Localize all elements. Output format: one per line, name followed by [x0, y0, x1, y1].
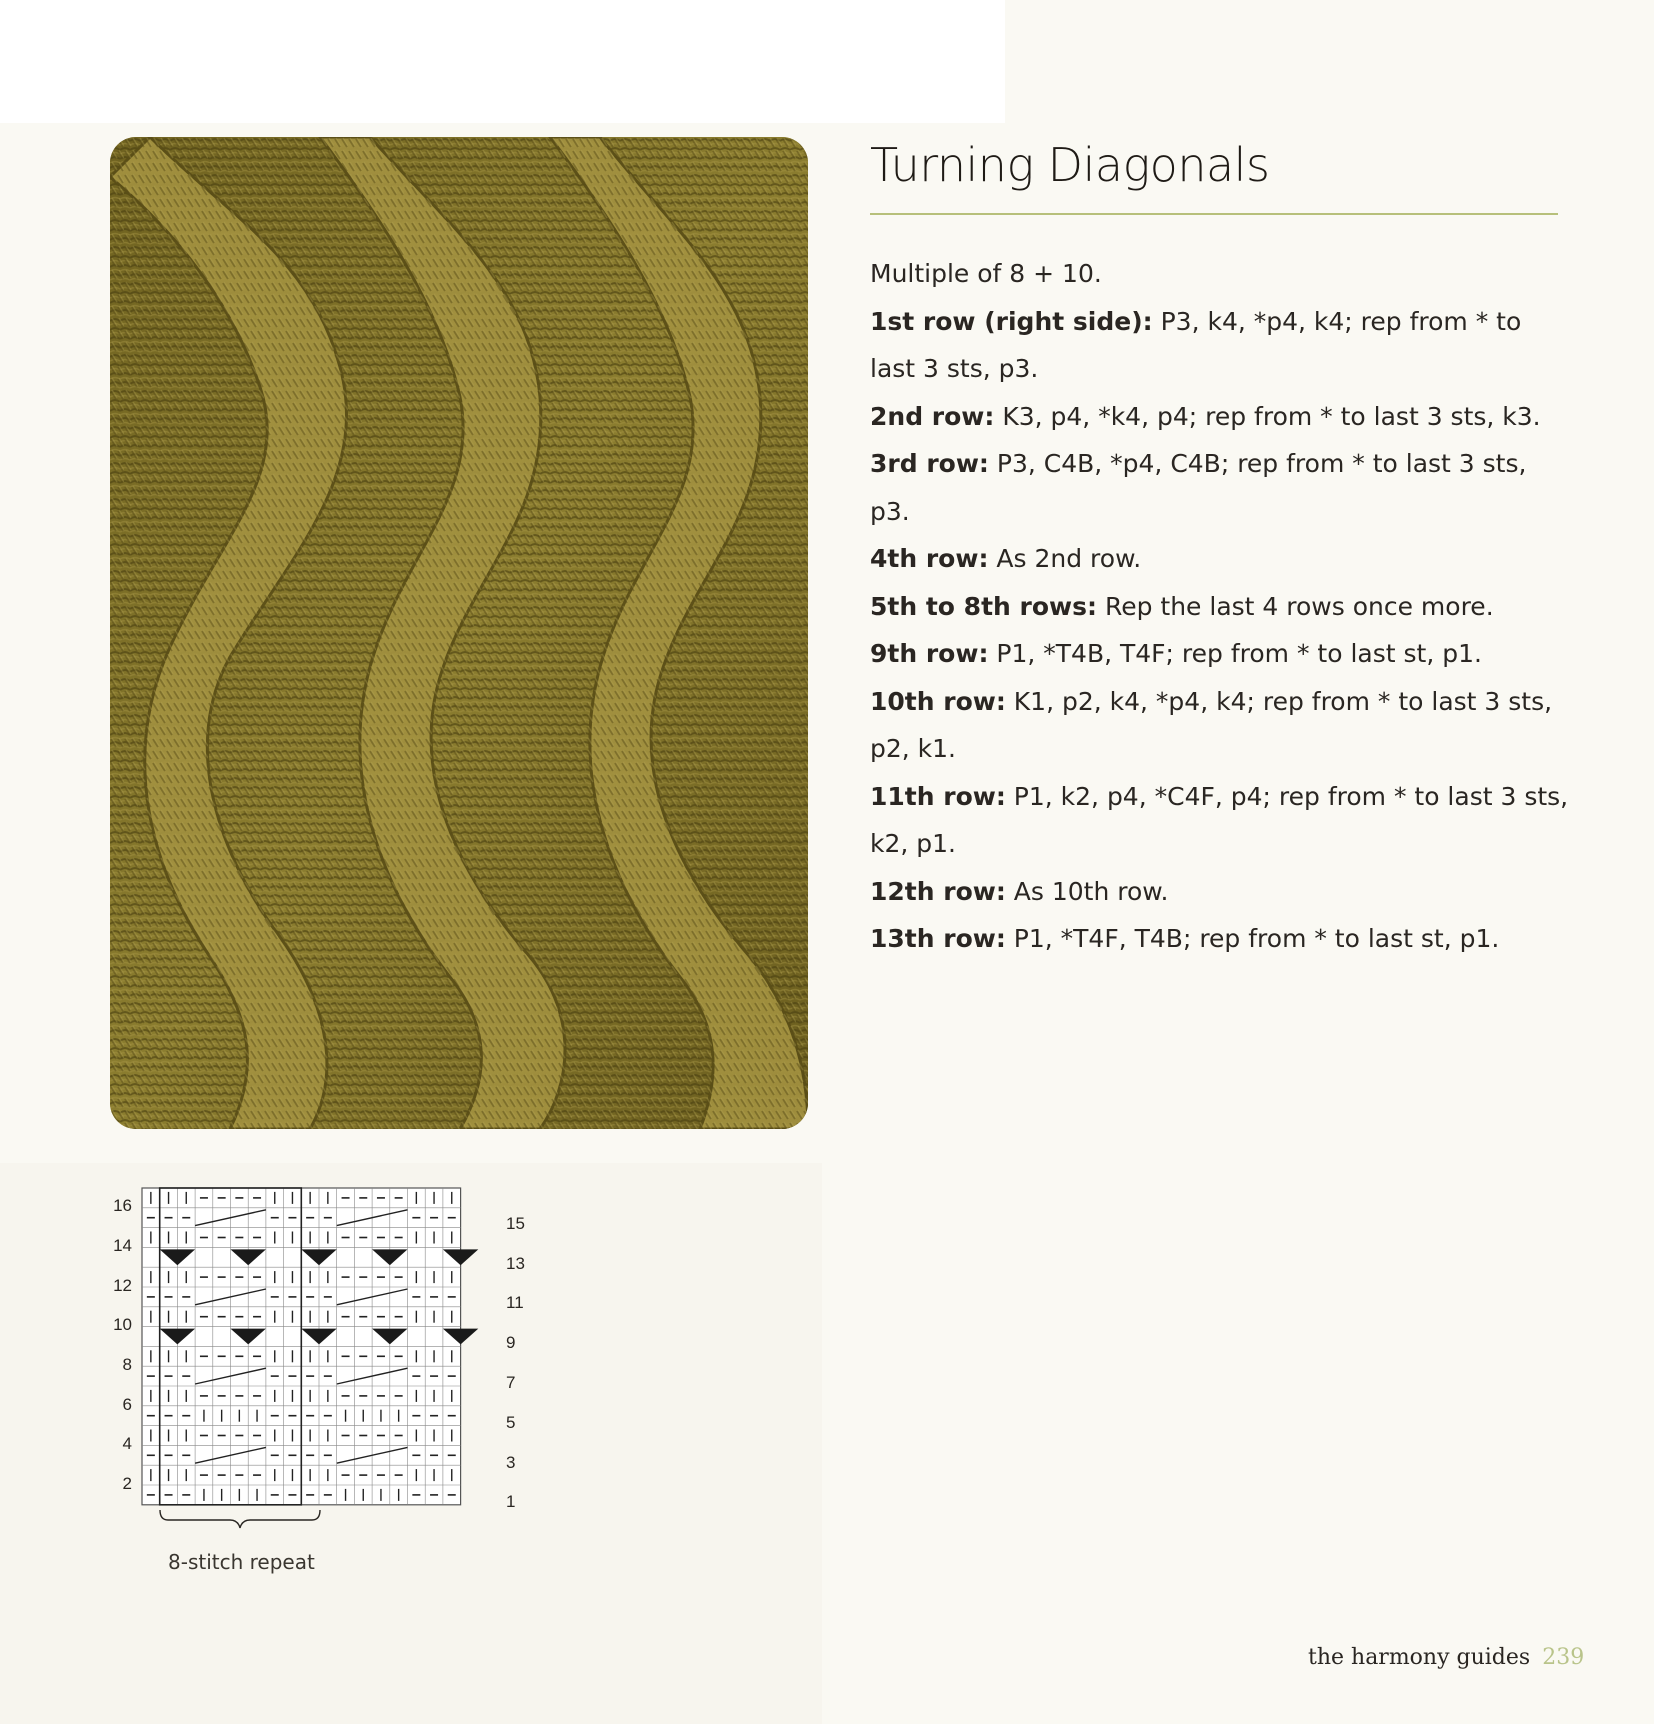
row-number-right: 5 — [506, 1413, 516, 1432]
row-number-right: 7 — [506, 1373, 516, 1392]
instruction-line: 10th row: K1, p2, k4, *p4, k4; rep from * to last 3 sts, p2, k1. — [870, 686, 1553, 763]
row-number-left: 4 — [122, 1434, 132, 1453]
repeat-caption: 8-stitch repeat — [168, 1550, 315, 1574]
row-number-left: 14 — [113, 1236, 132, 1255]
instruction-line: 11th row: P1, k2, p4, *C4F, p4; rep from * to last 3 sts, k2, p1. — [870, 781, 1569, 858]
row-number-right: 9 — [506, 1333, 516, 1352]
row-number-left: 8 — [122, 1355, 132, 1374]
row-number-right: 1 — [506, 1492, 516, 1511]
row-number-left: 10 — [113, 1315, 132, 1334]
knitted-swatch-photo — [110, 137, 808, 1129]
instruction-line: 5th to 8th rows: Rep the last 4 rows once more. — [870, 591, 1494, 621]
repeat-bracket — [160, 1510, 320, 1528]
row-number-left: 6 — [122, 1395, 132, 1414]
title-underline — [870, 213, 1558, 215]
row-number-left: 12 — [113, 1276, 132, 1295]
row-number-left: 2 — [122, 1474, 132, 1493]
instruction-line: 3rd row: P3, C4B, *p4, C4B; rep from * to last 3 sts, p3. — [870, 449, 1527, 526]
instruction-line: 12th row: As 10th row. — [870, 876, 1169, 906]
instruction-line: 4th row: As 2nd row. — [870, 544, 1142, 573]
instruction-line: 13th row: P1, *T4F, T4B; rep from * to last st, p1. — [870, 924, 1500, 953]
knitting-chart — [100, 1180, 540, 1560]
book-title: the harmony guides — [1308, 1645, 1531, 1670]
instruction-line: 1st row (right side): P3, k4, *p4, k4; rep from * to last 3 sts, p3. — [870, 306, 1522, 383]
row-number-right: 11 — [506, 1293, 524, 1312]
pattern-title: Turning Diagonals — [870, 138, 1270, 192]
pattern-instructions — [870, 250, 1570, 963]
row-number-left: 16 — [113, 1196, 132, 1215]
instruction-line: 9th row: P1, *T4B, T4F; rep from * to last st, p1. — [870, 639, 1482, 668]
row-number-right: 15 — [506, 1214, 525, 1233]
instruction-line: Multiple of 8 + 10. — [870, 259, 1102, 288]
page-number: 239 — [1542, 1645, 1585, 1670]
row-number-right: 13 — [506, 1254, 525, 1273]
row-number-right: 3 — [506, 1453, 516, 1472]
page-footer — [1308, 1645, 1584, 1670]
top-white-strip — [0, 0, 1005, 123]
instruction-line: 2nd row: K3, p4, *k4, p4; rep from * to last 3 sts, k3. — [870, 401, 1541, 431]
